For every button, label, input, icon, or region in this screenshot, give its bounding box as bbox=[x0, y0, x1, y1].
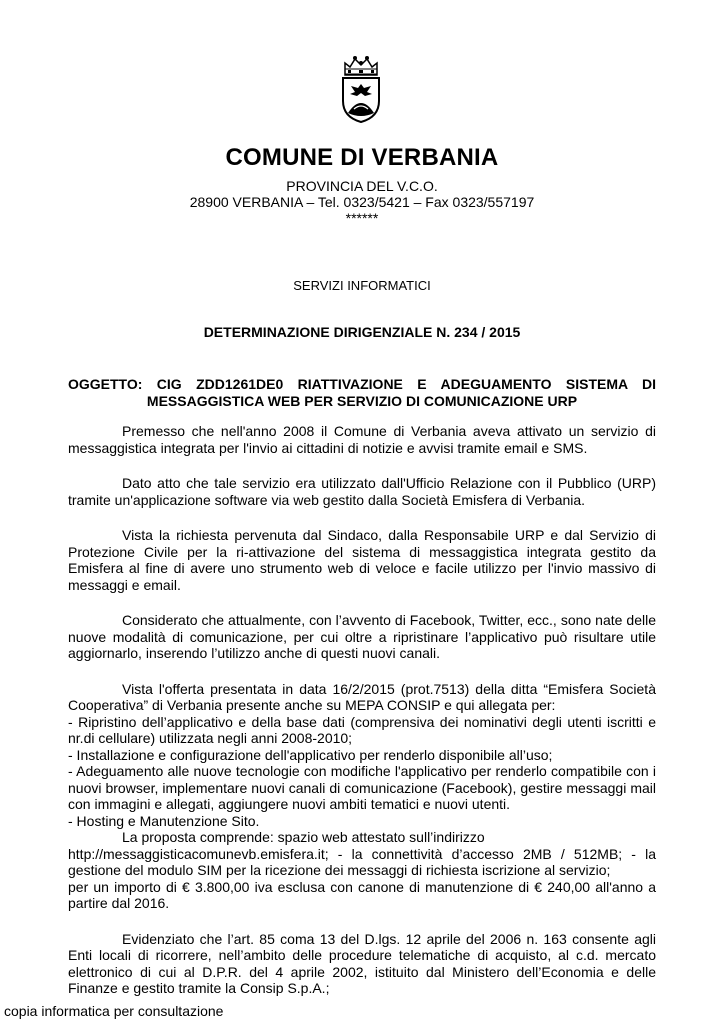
paragraph: Vista la richiesta pervenuta dal Sindaco, dalla Responsabile URP e dal Servizio di Protezione Civile per la ri-attivazione del sistema di messaggistica integrata gestito da Emisfera al fine di avere uno strumento web di veloce e facile utilizzo per l'invio massivo di messaggi e email. bbox=[68, 527, 656, 593]
paragraph: Evidenziato che l’art. 85 coma 13 del D.lgs. 12 aprile del 2006 n. 163 consente agli Enti locali di ricorrere, nell’ambito delle procedure telematiche di acquisto, al c.d. mercato elettronico di cui al D.P.R. del 4 aprile 2002, istituito dal Ministero dell’Economia e delle Finanze e gestito tramite la Consip S.p.A.; bbox=[68, 930, 656, 996]
province-line: PROVINCIA DEL V.C.O. bbox=[286, 178, 438, 194]
list-item: - Adeguamento alle nuove tecnologie con modifiche l'applicativo per renderlo compatibile con i nuovi browser, implementare nuovi canali di comunicazione (Facebook), gestire messaggi mail con immagini e allegati, aggiungere nuovi ambiti tematici e nuovi utenti. bbox=[68, 763, 656, 812]
paragraph: La proposta comprende: spazio web attestato sull’indirizzo bbox=[122, 829, 485, 845]
body-text bbox=[68, 423, 656, 997]
determination-number: DETERMINAZIONE DIRIGENZIALE N. 234 / 2015 bbox=[203, 324, 521, 340]
address-line: 28900 VERBANIA – Tel. 0323/5421 – Fax 0323/557197 bbox=[189, 194, 535, 210]
footer-note: copia informatica per consultazione bbox=[4, 1003, 224, 1019]
section-title: SERVIZI INFORMATICI bbox=[293, 278, 431, 293]
subject-block bbox=[68, 376, 656, 410]
list-item: - Installazione e configurazione dell'applicativo per renderlo disponibile all’uso; bbox=[68, 746, 553, 763]
paragraph: Premesso che nell'anno 2008 il Comune di Verbania aveva attivato un servizio di messaggistica integrata per l'invio ai cittadini di notizie e avvisi tramite email e SMS. bbox=[68, 423, 656, 456]
subject-line-1: OGGETTO: CIG ZDD1261DE0 RIATTIVAZIONE E ADEGUAMENTO SISTEMA DI bbox=[68, 376, 656, 392]
municipality-title: COMUNE DI VERBANIA bbox=[225, 144, 499, 171]
paragraph: per un importo di € 3.800,00 iva esclusa con canone di manutenzione di € 240,00 all'anno a partire dal 2016. bbox=[68, 878, 656, 911]
coat-of-arms-emblem bbox=[338, 53, 384, 123]
paragraph: http://messaggisticacomunevb.emisfera.it; - la connettività d’accesso 2MB / 512MB; - la gestione del modulo SIM per la ricezione dei messaggi di richiesta iscrizione al servizio; bbox=[68, 845, 656, 878]
subject-line-2: MESSAGGISTICA WEB PER SERVIZIO DI COMUNICAZIONE URP bbox=[146, 393, 578, 409]
list-item: - Ripristino dell’applicativo e della base dati (comprensiva dei nominativi degli utenti iscritti e nr.di cellulare) utilizzata negli anni 2008-2010; bbox=[68, 713, 656, 746]
header-separator: ****** bbox=[345, 210, 379, 226]
paragraph: Dato atto che tale servizio era utilizzato dall'Ufficio Relazione con il Pubblico (URP) tramite un'applicazione software via web gestito dalla Società Emisfera di Verbania. bbox=[68, 475, 656, 508]
paragraph: Considerato che attualmente, con l’avvento di Facebook, Twitter, ecc., sono nate delle nuove modalità di comunicazione, per cui oltre a ripristinare l’applicativo può risultare utile aggiornarlo, inserendo l’utilizzo anche di questi nuovi canali. bbox=[68, 612, 656, 661]
paragraph: Vista l'offerta presentata in data 16/2/2015 (prot.7513) della ditta “Emisfera Società Cooperativa” di Verbania presente anche su MEPA CONSIP e qui allegata per: bbox=[68, 680, 656, 713]
list-item: - Hosting e Manutenzione Sito. bbox=[68, 812, 260, 829]
